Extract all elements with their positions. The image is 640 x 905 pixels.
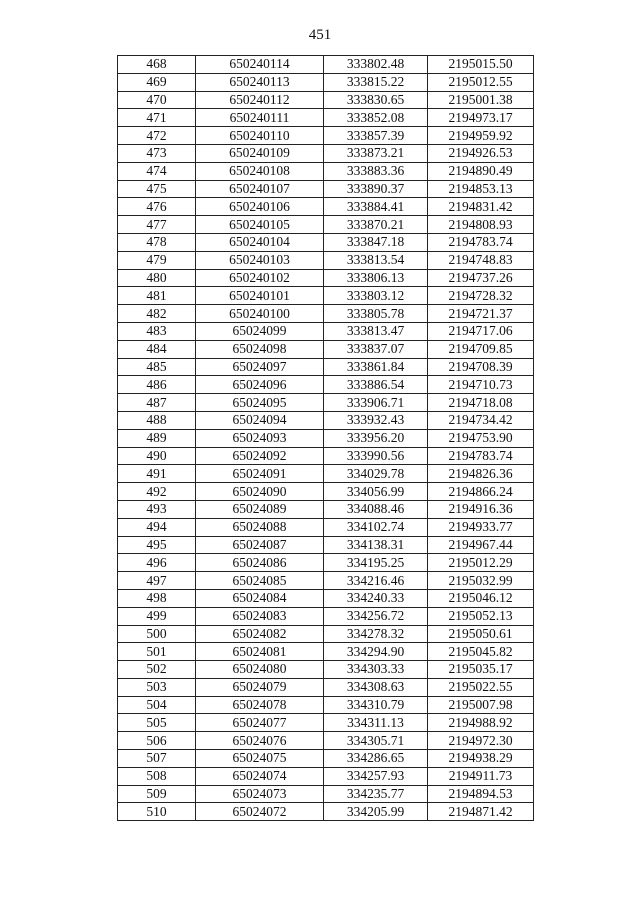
y-coordinate-cell: 2195012.55 [428, 73, 534, 91]
y-coordinate-cell: 2194783.74 [428, 233, 534, 251]
x-coordinate-cell: 333906.71 [324, 394, 428, 412]
x-coordinate-cell: 334240.33 [324, 589, 428, 607]
point-number-cell: 507 [118, 750, 196, 768]
table-row [118, 554, 534, 572]
point-id-cell: 65024081 [196, 643, 324, 661]
table-row [118, 56, 534, 74]
y-coordinate-cell: 2194721.37 [428, 305, 534, 323]
y-coordinate-cell: 2194894.53 [428, 785, 534, 803]
x-coordinate-cell: 333837.07 [324, 340, 428, 358]
y-coordinate-cell: 2194708.39 [428, 358, 534, 376]
x-coordinate-cell: 333803.12 [324, 287, 428, 305]
x-coordinate-cell: 334305.71 [324, 732, 428, 750]
point-number-cell: 483 [118, 322, 196, 340]
x-coordinate-cell: 334311.13 [324, 714, 428, 732]
x-coordinate-cell: 334294.90 [324, 643, 428, 661]
y-coordinate-cell: 2194717.06 [428, 322, 534, 340]
y-coordinate-cell: 2194967.44 [428, 536, 534, 554]
table-row [118, 322, 534, 340]
point-number-cell: 504 [118, 696, 196, 714]
table-row [118, 465, 534, 483]
point-number-cell: 480 [118, 269, 196, 287]
point-id-cell: 650240109 [196, 144, 324, 162]
point-id-cell: 65024077 [196, 714, 324, 732]
point-id-cell: 65024076 [196, 732, 324, 750]
point-number-cell: 485 [118, 358, 196, 376]
point-number-cell: 468 [118, 56, 196, 74]
x-coordinate-cell: 334205.99 [324, 803, 428, 821]
y-coordinate-cell: 2194866.24 [428, 483, 534, 501]
point-number-cell: 491 [118, 465, 196, 483]
point-number-cell: 509 [118, 785, 196, 803]
x-coordinate-cell: 334138.31 [324, 536, 428, 554]
point-number-cell: 493 [118, 500, 196, 518]
point-id-cell: 65024072 [196, 803, 324, 821]
table-row [118, 180, 534, 198]
x-coordinate-cell: 333806.13 [324, 269, 428, 287]
point-id-cell: 65024096 [196, 376, 324, 394]
point-id-cell: 650240100 [196, 305, 324, 323]
x-coordinate-cell: 334257.93 [324, 767, 428, 785]
point-number-cell: 501 [118, 643, 196, 661]
x-coordinate-cell: 333884.41 [324, 198, 428, 216]
x-coordinate-cell: 333813.47 [324, 322, 428, 340]
point-number-cell: 475 [118, 180, 196, 198]
point-number-cell: 482 [118, 305, 196, 323]
point-id-cell: 650240110 [196, 127, 324, 145]
x-coordinate-cell: 333847.18 [324, 233, 428, 251]
y-coordinate-cell: 2194933.77 [428, 518, 534, 536]
point-id-cell: 650240103 [196, 251, 324, 269]
table-row [118, 127, 534, 145]
y-coordinate-cell: 2194871.42 [428, 803, 534, 821]
x-coordinate-cell: 334308.63 [324, 678, 428, 696]
x-coordinate-cell: 333815.22 [324, 73, 428, 91]
y-coordinate-cell: 2195001.38 [428, 91, 534, 109]
y-coordinate-cell: 2195052.13 [428, 607, 534, 625]
table-row [118, 678, 534, 696]
y-coordinate-cell: 2194972.30 [428, 732, 534, 750]
point-number-cell: 474 [118, 162, 196, 180]
table-row [118, 661, 534, 679]
table-row [118, 305, 534, 323]
x-coordinate-cell: 333857.39 [324, 127, 428, 145]
table-row [118, 803, 534, 821]
point-number-cell: 488 [118, 411, 196, 429]
x-coordinate-cell: 334216.46 [324, 572, 428, 590]
x-coordinate-cell: 333852.08 [324, 109, 428, 127]
point-number-cell: 484 [118, 340, 196, 358]
point-id-cell: 65024089 [196, 500, 324, 518]
x-coordinate-cell: 333861.84 [324, 358, 428, 376]
y-coordinate-cell: 2194718.08 [428, 394, 534, 412]
y-coordinate-cell: 2194728.32 [428, 287, 534, 305]
table-row [118, 287, 534, 305]
point-number-cell: 506 [118, 732, 196, 750]
point-id-cell: 650240112 [196, 91, 324, 109]
table-row [118, 643, 534, 661]
point-number-cell: 477 [118, 216, 196, 234]
x-coordinate-cell: 334195.25 [324, 554, 428, 572]
point-number-cell: 505 [118, 714, 196, 732]
table-row [118, 376, 534, 394]
point-number-cell: 497 [118, 572, 196, 590]
y-coordinate-cell: 2195022.55 [428, 678, 534, 696]
table-row [118, 340, 534, 358]
point-id-cell: 650240106 [196, 198, 324, 216]
point-number-cell: 470 [118, 91, 196, 109]
table-row [118, 536, 534, 554]
x-coordinate-cell: 333932.43 [324, 411, 428, 429]
point-id-cell: 65024088 [196, 518, 324, 536]
x-coordinate-cell: 334029.78 [324, 465, 428, 483]
point-id-cell: 65024074 [196, 767, 324, 785]
point-id-cell: 65024093 [196, 429, 324, 447]
point-id-cell: 65024097 [196, 358, 324, 376]
point-id-cell: 65024075 [196, 750, 324, 768]
table-row [118, 589, 534, 607]
table-row [118, 251, 534, 269]
table-row [118, 714, 534, 732]
table-row [118, 162, 534, 180]
y-coordinate-cell: 2195046.12 [428, 589, 534, 607]
y-coordinate-cell: 2194853.13 [428, 180, 534, 198]
table-row [118, 732, 534, 750]
point-number-cell: 473 [118, 144, 196, 162]
x-coordinate-cell: 334310.79 [324, 696, 428, 714]
table-row [118, 483, 534, 501]
point-id-cell: 65024073 [196, 785, 324, 803]
x-coordinate-cell: 333956.20 [324, 429, 428, 447]
y-coordinate-cell: 2194826.36 [428, 465, 534, 483]
table-row [118, 358, 534, 376]
table-row [118, 109, 534, 127]
point-number-cell: 502 [118, 661, 196, 679]
point-id-cell: 65024085 [196, 572, 324, 590]
x-coordinate-cell: 333883.36 [324, 162, 428, 180]
y-coordinate-cell: 2195050.61 [428, 625, 534, 643]
point-id-cell: 65024095 [196, 394, 324, 412]
table-row [118, 447, 534, 465]
point-id-cell: 65024080 [196, 661, 324, 679]
point-id-cell: 650240104 [196, 233, 324, 251]
point-number-cell: 496 [118, 554, 196, 572]
x-coordinate-cell: 333830.65 [324, 91, 428, 109]
point-id-cell: 65024099 [196, 322, 324, 340]
y-coordinate-cell: 2195035.17 [428, 661, 534, 679]
table-row [118, 607, 534, 625]
x-coordinate-cell: 334235.77 [324, 785, 428, 803]
point-number-cell: 479 [118, 251, 196, 269]
y-coordinate-cell: 2194783.74 [428, 447, 534, 465]
point-id-cell: 65024090 [196, 483, 324, 501]
point-number-cell: 508 [118, 767, 196, 785]
point-id-cell: 65024094 [196, 411, 324, 429]
point-number-cell: 471 [118, 109, 196, 127]
point-id-cell: 65024084 [196, 589, 324, 607]
coordinates-table [117, 55, 534, 821]
x-coordinate-cell: 333886.54 [324, 376, 428, 394]
point-id-cell: 65024086 [196, 554, 324, 572]
table-row [118, 429, 534, 447]
table-row [118, 500, 534, 518]
table-row [118, 572, 534, 590]
y-coordinate-cell: 2194988.92 [428, 714, 534, 732]
table-row [118, 767, 534, 785]
point-id-cell: 65024078 [196, 696, 324, 714]
table-row [118, 785, 534, 803]
point-number-cell: 469 [118, 73, 196, 91]
point-number-cell: 481 [118, 287, 196, 305]
table-row [118, 144, 534, 162]
x-coordinate-cell: 334286.65 [324, 750, 428, 768]
table-row [118, 73, 534, 91]
x-coordinate-cell: 333890.37 [324, 180, 428, 198]
table-row [118, 696, 534, 714]
y-coordinate-cell: 2194911.73 [428, 767, 534, 785]
point-number-cell: 495 [118, 536, 196, 554]
point-id-cell: 650240105 [196, 216, 324, 234]
y-coordinate-cell: 2194734.42 [428, 411, 534, 429]
y-coordinate-cell: 2194926.53 [428, 144, 534, 162]
point-id-cell: 65024083 [196, 607, 324, 625]
y-coordinate-cell: 2194808.93 [428, 216, 534, 234]
x-coordinate-cell: 334256.72 [324, 607, 428, 625]
y-coordinate-cell: 2195015.50 [428, 56, 534, 74]
point-id-cell: 650240102 [196, 269, 324, 287]
point-number-cell: 503 [118, 678, 196, 696]
x-coordinate-cell: 333990.56 [324, 447, 428, 465]
table-row [118, 269, 534, 287]
y-coordinate-cell: 2195007.98 [428, 696, 534, 714]
point-id-cell: 65024079 [196, 678, 324, 696]
table-row [118, 233, 534, 251]
y-coordinate-cell: 2195012.29 [428, 554, 534, 572]
y-coordinate-cell: 2194831.42 [428, 198, 534, 216]
x-coordinate-cell: 333870.21 [324, 216, 428, 234]
y-coordinate-cell: 2194737.26 [428, 269, 534, 287]
x-coordinate-cell: 333802.48 [324, 56, 428, 74]
point-id-cell: 65024092 [196, 447, 324, 465]
x-coordinate-cell: 334102.74 [324, 518, 428, 536]
point-id-cell: 65024098 [196, 340, 324, 358]
point-id-cell: 65024091 [196, 465, 324, 483]
point-number-cell: 472 [118, 127, 196, 145]
point-number-cell: 489 [118, 429, 196, 447]
point-id-cell: 650240111 [196, 109, 324, 127]
point-id-cell: 650240108 [196, 162, 324, 180]
point-number-cell: 492 [118, 483, 196, 501]
point-id-cell: 650240101 [196, 287, 324, 305]
y-coordinate-cell: 2194959.92 [428, 127, 534, 145]
y-coordinate-cell: 2194710.73 [428, 376, 534, 394]
table-row [118, 411, 534, 429]
point-number-cell: 499 [118, 607, 196, 625]
point-number-cell: 500 [118, 625, 196, 643]
y-coordinate-cell: 2195032.99 [428, 572, 534, 590]
x-coordinate-cell: 334303.33 [324, 661, 428, 679]
point-number-cell: 476 [118, 198, 196, 216]
point-id-cell: 65024082 [196, 625, 324, 643]
table-row [118, 198, 534, 216]
table-row [118, 518, 534, 536]
y-coordinate-cell: 2194938.29 [428, 750, 534, 768]
coordinates-table-body [118, 56, 534, 821]
y-coordinate-cell: 2194890.49 [428, 162, 534, 180]
point-number-cell: 487 [118, 394, 196, 412]
point-number-cell: 494 [118, 518, 196, 536]
point-id-cell: 650240113 [196, 73, 324, 91]
x-coordinate-cell: 334088.46 [324, 500, 428, 518]
point-id-cell: 650240114 [196, 56, 324, 74]
x-coordinate-cell: 333873.21 [324, 144, 428, 162]
table-row [118, 750, 534, 768]
point-number-cell: 498 [118, 589, 196, 607]
y-coordinate-cell: 2194973.17 [428, 109, 534, 127]
point-number-cell: 486 [118, 376, 196, 394]
x-coordinate-cell: 333813.54 [324, 251, 428, 269]
y-coordinate-cell: 2195045.82 [428, 643, 534, 661]
y-coordinate-cell: 2194916.36 [428, 500, 534, 518]
y-coordinate-cell: 2194709.85 [428, 340, 534, 358]
point-id-cell: 650240107 [196, 180, 324, 198]
table-row [118, 625, 534, 643]
table-row [118, 216, 534, 234]
x-coordinate-cell: 334056.99 [324, 483, 428, 501]
point-id-cell: 65024087 [196, 536, 324, 554]
page-number: 451 [308, 27, 332, 43]
y-coordinate-cell: 2194748.83 [428, 251, 534, 269]
table-row [118, 91, 534, 109]
point-number-cell: 510 [118, 803, 196, 821]
point-number-cell: 478 [118, 233, 196, 251]
point-number-cell: 490 [118, 447, 196, 465]
x-coordinate-cell: 333805.78 [324, 305, 428, 323]
y-coordinate-cell: 2194753.90 [428, 429, 534, 447]
table-row [118, 394, 534, 412]
x-coordinate-cell: 334278.32 [324, 625, 428, 643]
